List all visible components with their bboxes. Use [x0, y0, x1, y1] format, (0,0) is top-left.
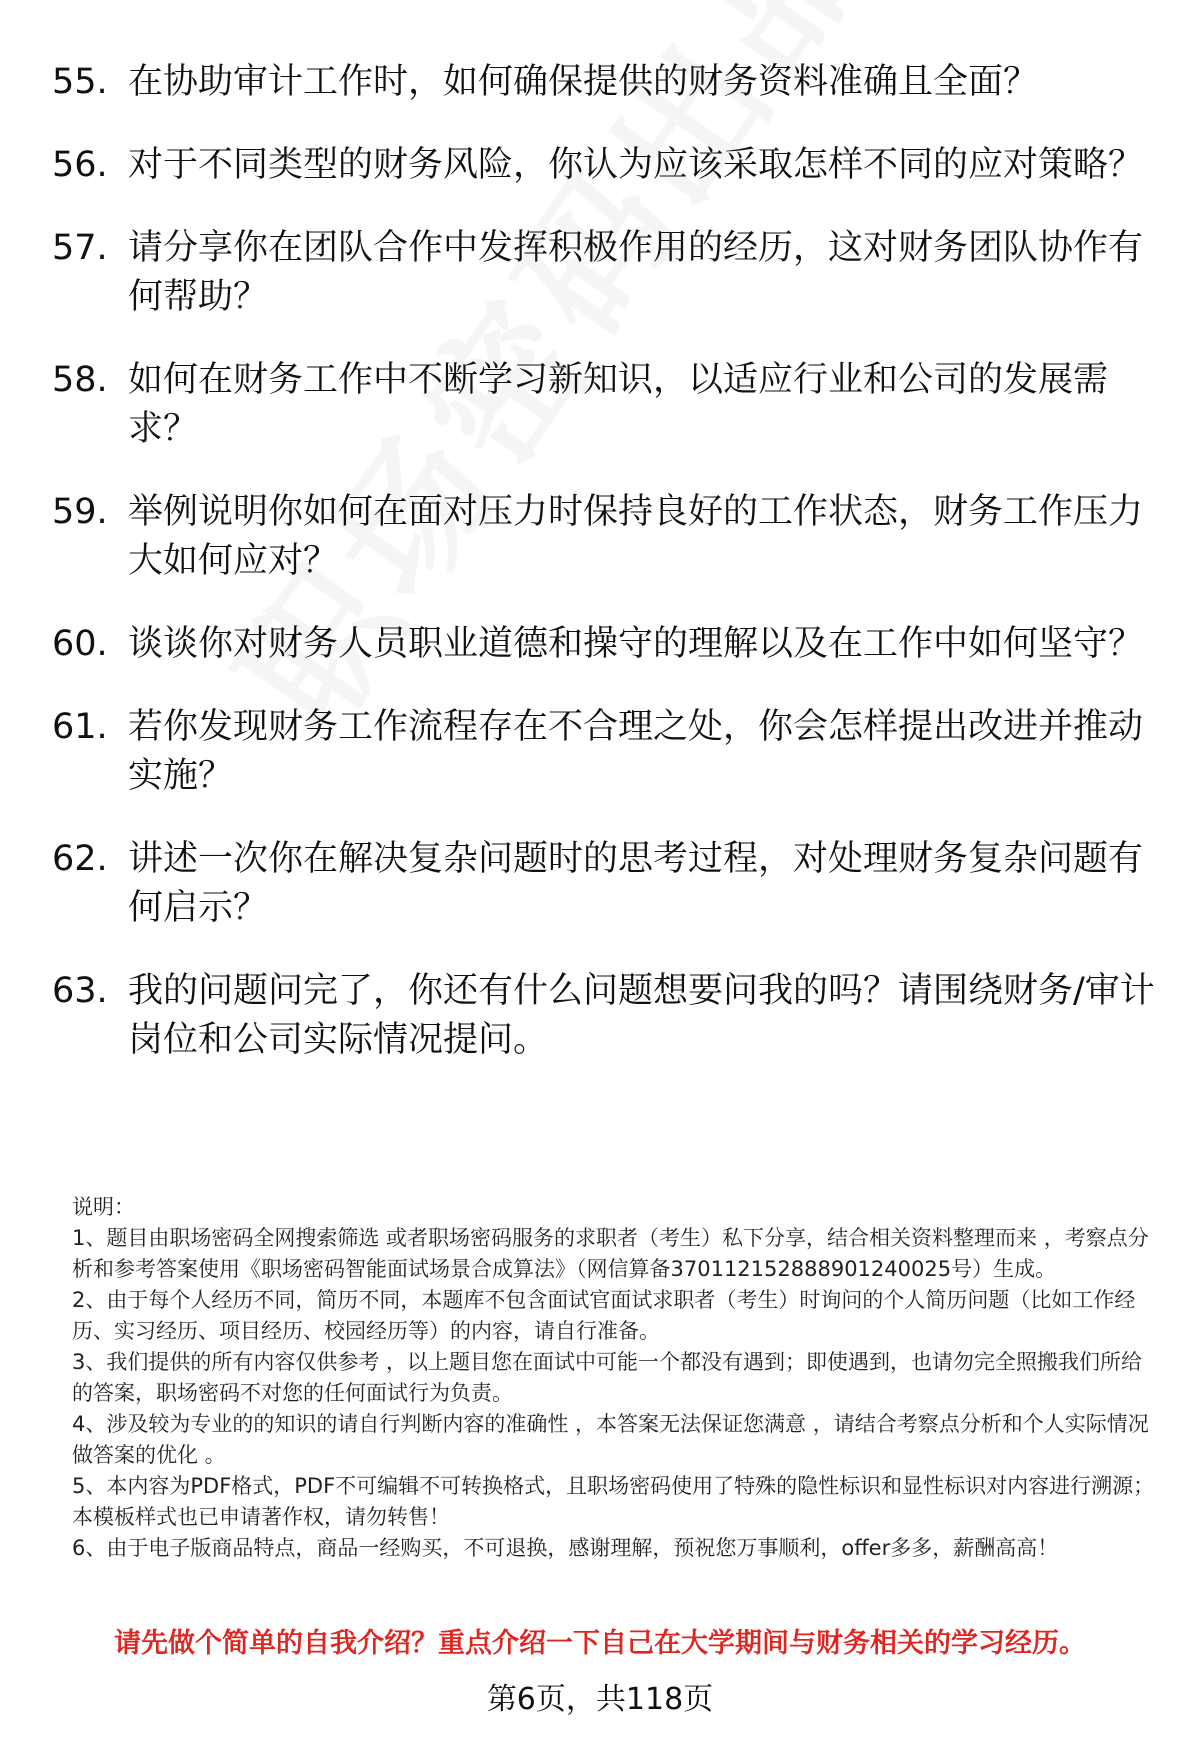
question-text: 谈谈你对财务人员职业道德和操守的理解以及在工作中如何坚守？ [128, 624, 1144, 664]
question-text: 若你发现财务工作流程存在不合理之处，你会怎样提出改进并推动实施？ [128, 707, 1144, 796]
question-text: 请分享你在团队合作中发挥积极作用的经历，这对财务团队协作有何帮助？ [128, 228, 1144, 317]
question-item [52, 58, 1162, 107]
question-text: 在协助审计工作时，如何确保提供的财务资料准确且全面？ [128, 62, 1039, 102]
question-number: 57. [52, 228, 108, 268]
question-item [52, 967, 1162, 1065]
question-number: 63. [52, 971, 108, 1011]
question-number: 55. [52, 62, 108, 102]
note-item: 4、涉及较为专业的的知识的请自行判断内容的准确性 ，本答案无法保证您满意 ，请结合考察点分析和个人实际情况做答案的优化 。 [72, 1412, 1149, 1467]
question-item [52, 620, 1162, 669]
note-item: 5、本内容为PDF格式，PDF不可编辑不可转换格式，且职场密码使用了特殊的隐性标识和显性标识对内容进行溯源；本模板样式也已申请著作权，请勿转售！ [72, 1474, 1155, 1529]
question-item [52, 141, 1162, 190]
question-number: 62. [52, 839, 108, 879]
note-item: 3、我们提供的所有内容仅供参考 ，以上题目您在面试中可能一个都没有遇到；即使遇到，也请勿完全照搬我们所给的答案，职场密码不对您的任何面试行为负责。 [72, 1350, 1143, 1405]
question-item [52, 356, 1162, 454]
highlight-question: 请先做个简单的自我介绍？重点介绍一下自己在大学期间与财务相关的学习经历。 [114, 1628, 1086, 1659]
note-item: 1、题目由职场密码全网搜索筛选 或者职场密码服务的求职者（考生）私下分享，结合相关资料整理而来 ，考察点分析和参考答案使用《职场密码智能面试场景合成算法》（网信算备370112152888901240025号）生成。 [72, 1226, 1149, 1281]
question-text: 对于不同类型的财务风险，你认为应该采取怎样不同的应对策略？ [128, 145, 1144, 185]
notes-section [72, 1192, 1162, 1564]
note-item: 2、由于每个人经历不同，简历不同，本题库不包含面试官面试求职者（考生）时询问的个人简历问题（比如工作经历、实习经历、项目经历、校园经历等）的内容，请自行准备。 [72, 1288, 1136, 1343]
question-number: 58. [52, 360, 108, 400]
notes-title: 说明： [72, 1195, 135, 1219]
question-text: 讲述一次你在解决复杂问题时的思考过程，对处理财务复杂问题有何启示？ [128, 839, 1144, 928]
question-item [52, 703, 1162, 801]
question-item [52, 488, 1162, 586]
page-number: 第6页，共118页 [486, 1682, 714, 1717]
question-item [52, 224, 1162, 322]
question-number: 56. [52, 145, 108, 185]
note-item: 6、由于电子版商品特点，商品一经购买，不可退换，感谢理解，预祝您万事顺利，offer多多，薪酬高高！ [72, 1536, 1059, 1560]
question-text: 举例说明你如何在面对压力时保持良好的工作状态，财务工作压力大如何应对？ [128, 492, 1144, 581]
question-number: 60. [52, 624, 108, 664]
question-number: 59. [52, 492, 108, 532]
question-number: 61. [52, 707, 108, 747]
question-item [52, 835, 1162, 933]
question-text: 如何在财务工作中不断学习新知识，以适应行业和公司的发展需求？ [128, 360, 1109, 449]
question-list [52, 58, 1162, 1099]
question-text: 我的问题问完了，你还有什么问题想要问我的吗？请围绕财务/审计岗位和公司实际情况提问。 [128, 971, 1155, 1060]
